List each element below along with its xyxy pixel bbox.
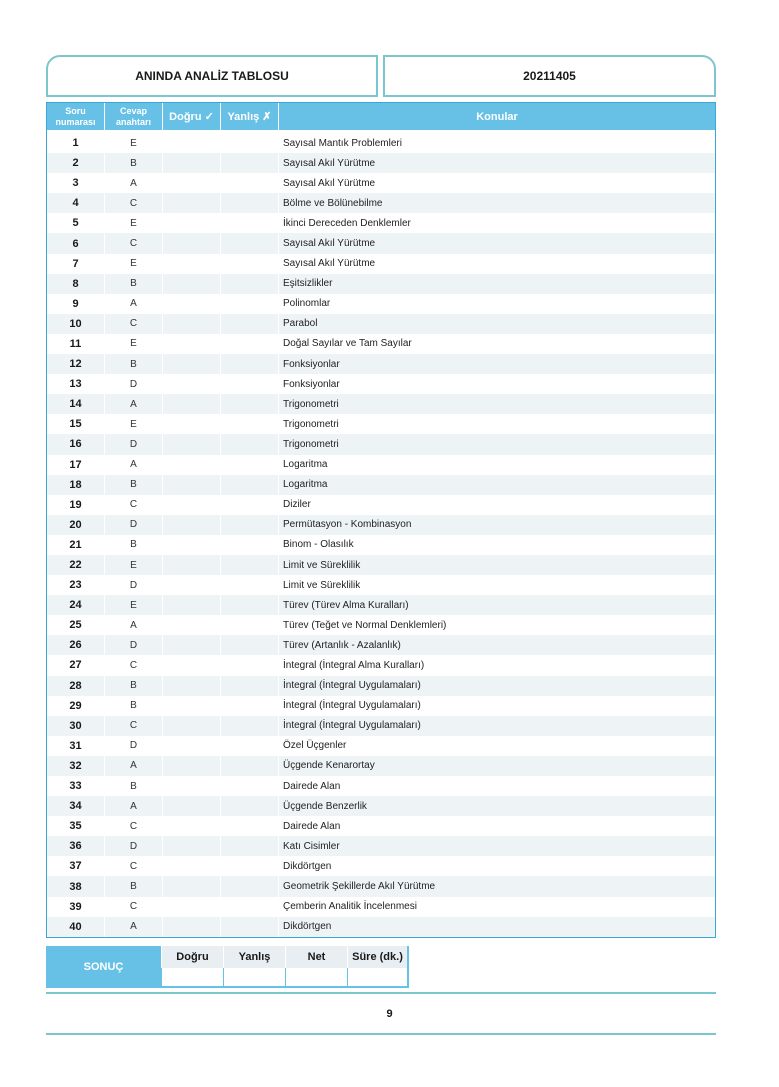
answer-key: D [105, 434, 163, 454]
table-row [47, 254, 715, 274]
answer-key: D [105, 635, 163, 655]
correct-mark-cell[interactable] [163, 515, 221, 535]
result-correct-header: Doğru [161, 946, 223, 968]
correct-mark-cell[interactable] [163, 876, 221, 896]
question-number: 10 [47, 314, 105, 334]
wrong-mark-cell[interactable] [221, 354, 279, 374]
topic: İntegral (İntegral Alma Kuralları) [283, 659, 425, 671]
topic: Limit ve Süreklilik [283, 579, 361, 591]
answer-key: E [105, 213, 163, 233]
correct-mark-cell[interactable] [163, 836, 221, 856]
question-number: 16 [47, 434, 105, 454]
result-wrong-column [223, 946, 285, 988]
page-title: ANINDA ANALİZ TABLOSU [135, 69, 289, 83]
table-row [47, 354, 715, 374]
table-row [47, 716, 715, 736]
answer-key: A [105, 294, 163, 314]
topic: Türev (Türev Alma Kuralları) [283, 599, 409, 611]
table-row [47, 274, 715, 294]
table-row [47, 836, 715, 856]
correct-mark-cell[interactable] [163, 535, 221, 555]
question-number: 13 [47, 374, 105, 394]
question-number: 22 [47, 555, 105, 575]
question-number: 4 [47, 193, 105, 213]
column-header-question-number: Soru numarası [47, 103, 105, 130]
answer-key: B [105, 676, 163, 696]
booklet-code: 20211405 [523, 69, 576, 83]
table-row [47, 374, 715, 394]
result-time-field[interactable] [347, 968, 409, 988]
topic: Sayısal Mantık Problemleri [283, 137, 402, 149]
topic: Permütasyon - Kombinasyon [283, 519, 412, 531]
table-row [47, 193, 715, 213]
question-number: 8 [47, 274, 105, 294]
wrong-mark-cell[interactable] [221, 455, 279, 475]
column-header-answer-key: Cevap anahtarı [105, 103, 163, 130]
table-row [47, 233, 715, 253]
answer-key: A [105, 615, 163, 635]
correct-mark-cell[interactable] [163, 173, 221, 193]
topic: Logaritma [283, 459, 328, 471]
topic: İntegral (İntegral Uygulamaları) [283, 680, 421, 692]
answer-key: E [105, 254, 163, 274]
answer-key: A [105, 455, 163, 475]
correct-mark-cell[interactable] [163, 676, 221, 696]
correct-mark-cell[interactable] [163, 756, 221, 776]
wrong-mark-cell[interactable] [221, 394, 279, 414]
result-net-header: Net [285, 946, 347, 968]
topic: Eşitsizlikler [283, 278, 333, 290]
correct-mark-cell[interactable] [163, 414, 221, 434]
result-box [46, 946, 410, 988]
wrong-mark-cell[interactable] [221, 655, 279, 675]
question-number: 25 [47, 615, 105, 635]
topic: Dairede Alan [283, 780, 341, 792]
answer-key: C [105, 495, 163, 515]
wrong-mark-cell[interactable] [221, 856, 279, 876]
result-label: SONUÇ [46, 946, 161, 988]
wrong-mark-cell[interactable] [221, 515, 279, 535]
answer-key: A [105, 173, 163, 193]
table-header [47, 103, 715, 130]
answer-key: B [105, 153, 163, 173]
topic: Fonksiyonlar [283, 358, 340, 370]
topic: Katı Cisimler [283, 840, 340, 852]
topic: Bölme ve Bölünebilme [283, 197, 383, 209]
answer-key: B [105, 274, 163, 294]
table-row [47, 776, 715, 796]
page-number: 9 [386, 1008, 393, 1020]
question-number: 17 [47, 455, 105, 475]
wrong-mark-cell[interactable] [221, 776, 279, 796]
question-number: 23 [47, 575, 105, 595]
question-number: 3 [47, 173, 105, 193]
wrong-mark-cell[interactable] [221, 696, 279, 716]
correct-mark-cell[interactable] [163, 434, 221, 454]
question-number: 1 [47, 133, 105, 153]
wrong-mark-cell[interactable] [221, 876, 279, 896]
table-row [47, 897, 715, 917]
footer-divider-top [46, 992, 716, 994]
table-row [47, 856, 715, 876]
question-number: 26 [47, 635, 105, 655]
table-row [47, 816, 715, 836]
question-number: 6 [47, 233, 105, 253]
correct-mark-cell[interactable] [163, 595, 221, 615]
answer-key: C [105, 193, 163, 213]
answer-key: A [105, 917, 163, 937]
table-row [47, 655, 715, 675]
topic: Parabol [283, 318, 318, 330]
wrong-mark-cell[interactable] [221, 213, 279, 233]
answer-key: D [105, 515, 163, 535]
topic: Trigonometri [283, 438, 339, 450]
correct-mark-cell[interactable] [163, 776, 221, 796]
wrong-mark-cell[interactable] [221, 173, 279, 193]
table-row [47, 434, 715, 454]
table-row [47, 595, 715, 615]
correct-mark-cell[interactable] [163, 736, 221, 756]
wrong-mark-cell[interactable] [221, 314, 279, 334]
question-number: 5 [47, 213, 105, 233]
column-header-topics: Konular [476, 110, 518, 123]
table-row [47, 314, 715, 334]
correct-mark-cell[interactable] [163, 314, 221, 334]
question-number: 2 [47, 153, 105, 173]
correct-mark-cell[interactable] [163, 716, 221, 736]
correct-mark-cell[interactable] [163, 555, 221, 575]
answer-key: C [105, 897, 163, 917]
result-time-header: Süre (dk.) [347, 946, 409, 968]
correct-mark-cell[interactable] [163, 254, 221, 274]
topic: Fonksiyonlar [283, 378, 340, 390]
wrong-mark-cell[interactable] [221, 816, 279, 836]
answer-key: C [105, 856, 163, 876]
topic: Üçgende Kenarortay [283, 760, 375, 772]
question-number: 15 [47, 414, 105, 434]
correct-mark-cell[interactable] [163, 233, 221, 253]
result-net-field[interactable] [285, 968, 347, 988]
question-number: 18 [47, 475, 105, 495]
wrong-mark-cell[interactable] [221, 595, 279, 615]
question-number: 12 [47, 354, 105, 374]
correct-mark-cell[interactable] [163, 133, 221, 153]
table-body [47, 133, 715, 937]
answer-key: E [105, 414, 163, 434]
wrong-mark-cell[interactable] [221, 233, 279, 253]
answer-key: E [105, 334, 163, 354]
answer-key: E [105, 133, 163, 153]
table-row [47, 575, 715, 595]
correct-mark-cell[interactable] [163, 856, 221, 876]
correct-mark-cell[interactable] [163, 897, 221, 917]
question-number: 36 [47, 836, 105, 856]
question-number: 32 [47, 756, 105, 776]
correct-mark-cell[interactable] [163, 495, 221, 515]
wrong-mark-cell[interactable] [221, 615, 279, 635]
header-title-box [46, 55, 378, 97]
wrong-mark-cell[interactable] [221, 796, 279, 816]
table-row [47, 696, 715, 716]
table-row [47, 153, 715, 173]
correct-mark-cell[interactable] [163, 917, 221, 937]
topic: İntegral (İntegral Uygulamaları) [283, 700, 421, 712]
topic: Sayısal Akıl Yürütme [283, 238, 376, 250]
question-number: 11 [47, 334, 105, 354]
topic: Dikdörtgen [283, 921, 332, 933]
table-row [47, 475, 715, 495]
topic: Dikdörtgen [283, 860, 332, 872]
correct-mark-cell[interactable] [163, 796, 221, 816]
answer-key: E [105, 555, 163, 575]
question-number: 35 [47, 816, 105, 836]
topic: Diziler [283, 499, 311, 511]
table-row [47, 515, 715, 535]
question-number: 34 [47, 796, 105, 816]
question-number: 19 [47, 495, 105, 515]
topic: Binom - Olasılık [283, 539, 354, 551]
topic: Polinomlar [283, 298, 331, 310]
question-number: 38 [47, 876, 105, 896]
table-row [47, 394, 715, 414]
result-correct-field[interactable] [161, 968, 223, 988]
correct-mark-cell[interactable] [163, 696, 221, 716]
correct-mark-cell[interactable] [163, 615, 221, 635]
wrong-mark-cell[interactable] [221, 274, 279, 294]
answer-key: A [105, 394, 163, 414]
question-number: 31 [47, 736, 105, 756]
correct-mark-cell[interactable] [163, 655, 221, 675]
wrong-mark-cell[interactable] [221, 294, 279, 314]
wrong-mark-cell[interactable] [221, 495, 279, 515]
wrong-mark-cell[interactable] [221, 555, 279, 575]
wrong-mark-cell[interactable] [221, 374, 279, 394]
question-number: 21 [47, 535, 105, 555]
correct-mark-cell[interactable] [163, 193, 221, 213]
topic: Sayısal Akıl Yürütme [283, 157, 376, 169]
question-number: 37 [47, 856, 105, 876]
result-wrong-header: Yanlış [223, 946, 285, 968]
wrong-mark-cell[interactable] [221, 193, 279, 213]
answer-key: B [105, 696, 163, 716]
table-row [47, 796, 715, 816]
answer-key: C [105, 314, 163, 334]
table-row [47, 213, 715, 233]
answer-key: D [105, 575, 163, 595]
topic: Sayısal Akıl Yürütme [283, 258, 376, 270]
question-number: 39 [47, 897, 105, 917]
correct-mark-cell[interactable] [163, 213, 221, 233]
wrong-mark-cell[interactable] [221, 736, 279, 756]
table-row [47, 133, 715, 153]
wrong-mark-cell[interactable] [221, 475, 279, 495]
correct-mark-cell[interactable] [163, 354, 221, 374]
question-number: 27 [47, 655, 105, 675]
wrong-mark-cell[interactable] [221, 635, 279, 655]
answer-key: B [105, 354, 163, 374]
correct-mark-cell[interactable] [163, 394, 221, 414]
topic: Türev (Teğet ve Normal Denklemleri) [283, 619, 447, 631]
column-header-wrong: Yanlış ✗ [221, 103, 279, 130]
correct-mark-cell[interactable] [163, 153, 221, 173]
answer-key: C [105, 816, 163, 836]
answer-key: B [105, 876, 163, 896]
result-correct-column [161, 946, 223, 988]
answer-key: E [105, 595, 163, 615]
answer-key: B [105, 535, 163, 555]
answer-key: B [105, 475, 163, 495]
table-row [47, 414, 715, 434]
table-row [47, 173, 715, 193]
correct-mark-cell[interactable] [163, 274, 221, 294]
wrong-mark-cell[interactable] [221, 133, 279, 153]
table-row [47, 615, 715, 635]
question-number: 14 [47, 394, 105, 414]
table-row [47, 334, 715, 354]
wrong-mark-cell[interactable] [221, 676, 279, 696]
wrong-mark-cell[interactable] [221, 334, 279, 354]
table-row [47, 736, 715, 756]
topic: Geometrik Şekillerde Akıl Yürütme [283, 881, 436, 893]
topic: Üçgende Benzerlik [283, 800, 367, 812]
question-number: 33 [47, 776, 105, 796]
question-number: 20 [47, 515, 105, 535]
answer-key: B [105, 776, 163, 796]
answer-key: A [105, 796, 163, 816]
question-number: 9 [47, 294, 105, 314]
table-row [47, 676, 715, 696]
topic: Trigonometri [283, 418, 339, 430]
topic: Sayısal Akıl Yürütme [283, 177, 376, 189]
table-row [47, 495, 715, 515]
footer-divider-bottom [46, 1033, 716, 1035]
table-row [47, 294, 715, 314]
answer-key: C [105, 233, 163, 253]
question-number: 24 [47, 595, 105, 615]
question-number: 29 [47, 696, 105, 716]
topic: Dairede Alan [283, 820, 341, 832]
result-wrong-field[interactable] [223, 968, 285, 988]
topic: Doğal Sayılar ve Tam Sayılar [283, 338, 412, 350]
wrong-mark-cell[interactable] [221, 836, 279, 856]
correct-mark-cell[interactable] [163, 294, 221, 314]
correct-mark-cell[interactable] [163, 334, 221, 354]
answer-key: D [105, 836, 163, 856]
topic: Trigonometri [283, 398, 339, 410]
topic: Özel Üçgenler [283, 740, 347, 752]
table-row [47, 917, 715, 937]
correct-mark-cell[interactable] [163, 475, 221, 495]
table-row [47, 455, 715, 475]
wrong-mark-cell[interactable] [221, 414, 279, 434]
answer-key: D [105, 736, 163, 756]
header-code-box [383, 55, 716, 97]
column-header-correct: Doğru ✓ [163, 103, 221, 130]
answer-key: A [105, 756, 163, 776]
correct-mark-cell[interactable] [163, 816, 221, 836]
table-row [47, 756, 715, 776]
answer-key: C [105, 655, 163, 675]
wrong-mark-cell[interactable] [221, 716, 279, 736]
correct-mark-cell[interactable] [163, 635, 221, 655]
wrong-mark-cell[interactable] [221, 575, 279, 595]
topic: İkinci Dereceden Denklemler [283, 217, 411, 229]
topic: İntegral (İntegral Uygulamaları) [283, 720, 421, 732]
wrong-mark-cell[interactable] [221, 535, 279, 555]
correct-mark-cell[interactable] [163, 575, 221, 595]
wrong-mark-cell[interactable] [221, 917, 279, 937]
wrong-mark-cell[interactable] [221, 434, 279, 454]
wrong-mark-cell[interactable] [221, 756, 279, 776]
table-row [47, 635, 715, 655]
topic: Logaritma [283, 479, 328, 491]
question-number: 28 [47, 676, 105, 696]
answer-key: C [105, 716, 163, 736]
table-row [47, 535, 715, 555]
correct-mark-cell[interactable] [163, 374, 221, 394]
correct-mark-cell[interactable] [163, 455, 221, 475]
table-row [47, 876, 715, 896]
topic: Türev (Artanlık - Azalanlık) [283, 639, 401, 651]
question-number: 40 [47, 917, 105, 937]
wrong-mark-cell[interactable] [221, 153, 279, 173]
answer-key: D [105, 374, 163, 394]
wrong-mark-cell[interactable] [221, 897, 279, 917]
table-row [47, 555, 715, 575]
analysis-table [46, 102, 716, 938]
result-net-column [285, 946, 347, 988]
question-number: 30 [47, 716, 105, 736]
result-time-column [347, 946, 409, 988]
question-number: 7 [47, 254, 105, 274]
topic: Çemberin Analitik İncelenmesi [283, 901, 417, 913]
wrong-mark-cell[interactable] [221, 254, 279, 274]
topic: Limit ve Süreklilik [283, 559, 361, 571]
